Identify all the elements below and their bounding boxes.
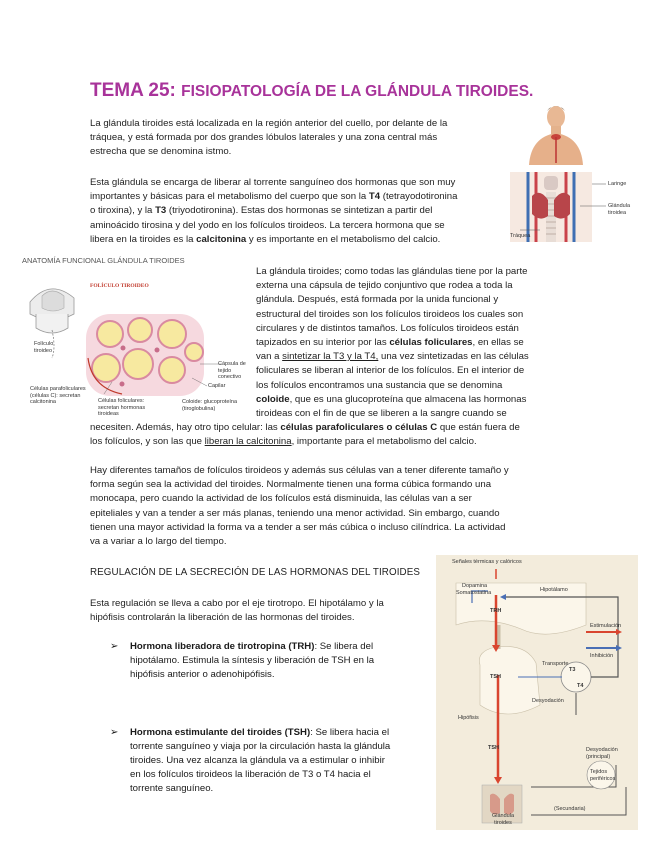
section-heading: REGULACIÓN DE LA SECRECIÓN DE LAS HORMONAS DEL TIROIDES [90,567,420,578]
intro-paragraph: La glándula tiroides está localizada en la región anterior del cuello, por delante de la tráquea, y está formada por dos grandes lóbulos laterales y una zona central más estrecha que se denomina istmo. [90,118,448,158]
list-item: ➢ Hormona estimulante del tiroides (TSH): Se libera hacia el torrente sanguíneo y viaja por la circulación hasta la glándula tiroides. Una vez alcanza la glándula va a estimular o inhibir en los folículos tiroideos la liberación de T3 o T4 hacia el torrente sanguíneo. [110,726,391,795]
neck-torso-illustration [525,103,587,165]
follicle-anatomy-figure: ANATOMÍA FUNCIONAL GLÁNDULA TIROIDES FOLÍCULO TIROIDEO Folículo tiroideo Cápsula de tejido conectivo Capilar Células parafoliculares (células C): secretan calcitonina Células foliculares: secretan hormonas tiroideas Coloide: glucoproteína (tiroglobulina) [22,256,246,417]
arrow-bullet-icon: ➢ [110,641,119,652]
follicle-size-paragraph: Hay diferentes tamaños de folículos tiroideos y además sus células van a tener diferente tamaño y forma según sea la actividad del tiroides. Normalmente tienen una forma cúbica formando una monocapa, pero cuando la actividad de los folículos está disminuida, las células van a ser epiteliales y van a tender a ser más planas, teniendo una menor actividad. Sin embargo, cuando tienen una mayor actividad la forma va a tender a ser más cúbica o incluso cilíndrica. La actividad va a variar a lo largo del tiempo. [90,465,509,548]
page-title: TEMA 25: FISIOPATOLOGÍA DE LA GLÁNDULA TIROIDES. [90,80,534,101]
follicle-paragraph-cont: necesiten. Además, hay otro tipo celular: las células parafoliculares o células C que están fuera de los folículos, y son las que liberan la calcitonina, importante para el metabolismo del calcio. [90,422,520,448]
thyroid-axis-diagram: Señales térmicas y calóricos Dopamina Somatostatina Hipotálamo TRH Estimulación Inhibición Transporte TSH T3 T4 Desyodación Hipófisis TSH Desyodación (principal) Tejidos periféricos (Secundaria) Glándula tiroides [436,555,638,830]
list-item: ➢ Hormona liberadora de tirotropina (TRH): Se libera del hipotálamo. Estimula la síntesis y liberación de TSH en la hipófisis anterior o adenohipófisis. [110,641,375,681]
arrow-bullet-icon: ➢ [110,726,119,738]
regulation-paragraph: Esta regulación se lleva a cabo por el eje tirotropo. El hipotálamo y la hipófisis controlarán la liberación de las hormonas del tiroides. [90,598,384,624]
thyroid-anatomy-figure: Laringe Glándula tiroidea Tráquea [510,172,640,242]
tsh-label-lower: TSH [488,745,499,751]
follicle-paragraph: La glándula tiroides; como todas las glándulas tiene por la parte externa una cápsula de tejido conjuntivo que rodea a toda la glándula. Después, está formada por la unida funcional y estructural del tiroides son los folículos tiroideos los cuales son circulares y de distintos tamaños. Los folículos tiroideos están tapizados en su interior por las células foliculares, en ellas se van a sintetizar la T3 y la T4, una vez sintetizadas en las células foliculares se liberan al interior de los folículos. En el interior de los folículos encontramos una sustancia que se denomina coloide, que es una glucoproteína que almacena las hormonas tiroideas con el fin de que se liberen a la sangre cuando se [256,266,529,420]
hormones-paragraph: Esta glándula se encarga de liberar al torrente sanguíneo dos hormonas que son muy importantes y básicas para el metabolismo del cuerpo que son la T4 (tetrayodotironina o tiroxina), y la T3 (triyodotironina). Estas dos hormonas se sintetizan a partir del aminoácido tirosina y del yodo en los folículos tiroideos. La tercera hormona que se libera en la tiroides es la calcitonina y es importante en el metabolismo del calcio. [90,177,458,245]
